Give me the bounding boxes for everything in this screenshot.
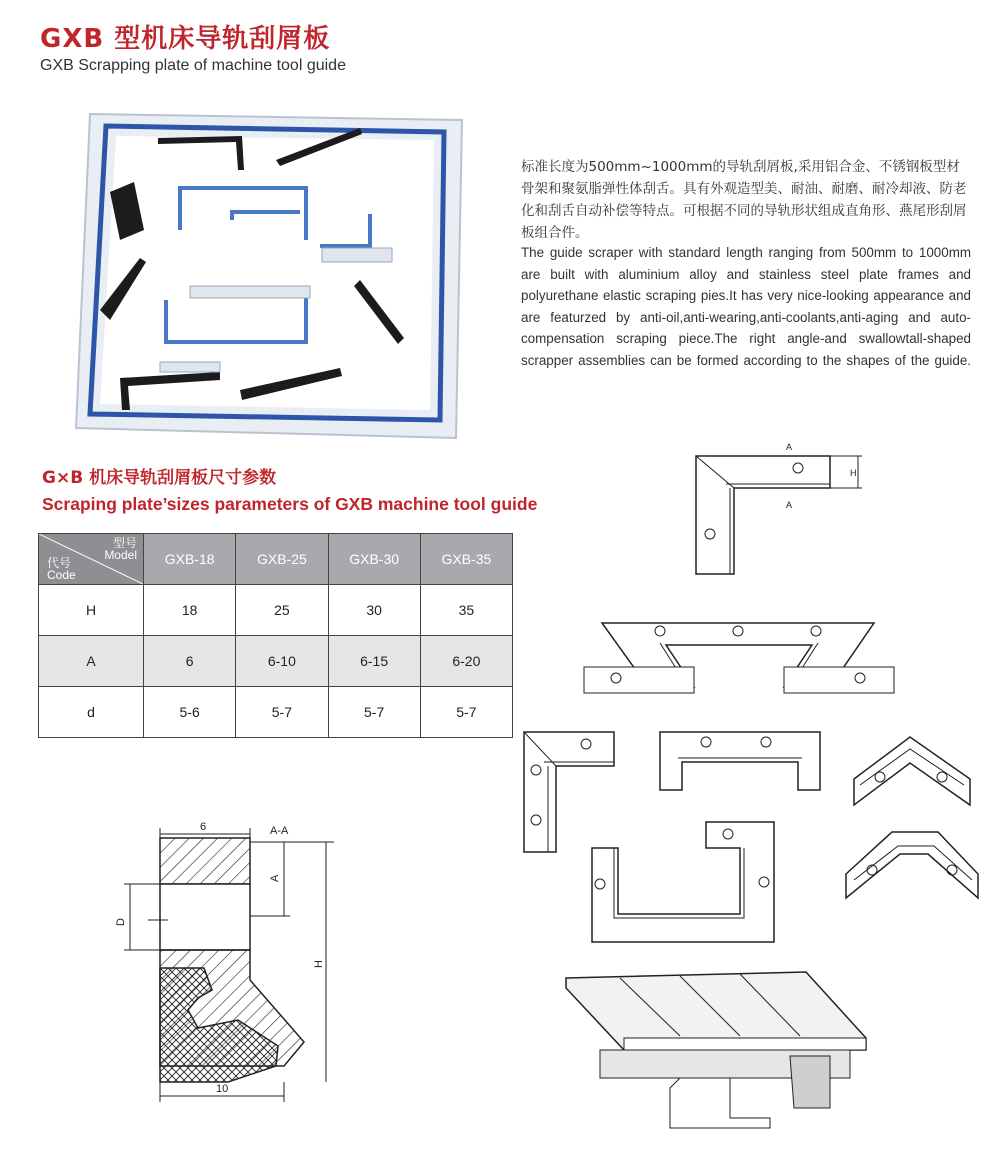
table-cell: 6-15 [328, 636, 420, 687]
v-corner-drawing-2 [842, 828, 982, 900]
table-cell: 5-7 [328, 687, 420, 738]
cross-section-drawing [108, 820, 348, 1110]
parameters-table [38, 533, 513, 738]
corner-detail-drawing [690, 440, 870, 580]
product-photo [70, 110, 470, 440]
dovetail-assembly-drawing [580, 615, 900, 700]
table-row [39, 636, 513, 687]
page-title-cn: GXB 型机床导轨刮屑板 [40, 24, 331, 54]
table-cell: 6 [144, 636, 236, 687]
corner-model-label [104, 537, 137, 561]
j-channel-drawing [588, 818, 778, 946]
dim-a-label: A [269, 874, 281, 882]
column-header: GXB-25 [236, 534, 328, 585]
dim-h-label: H [313, 960, 325, 968]
column-header: GXB-18 [144, 534, 236, 585]
row-code: H [39, 585, 144, 636]
row-code: d [39, 687, 144, 738]
corner-code-text: 代号 Code [47, 556, 76, 582]
detail-label-a-top: A [786, 442, 793, 452]
column-header: GXB-30 [328, 534, 420, 585]
description-en: The guide scraper with standard length ranging from 500mm to 1000mm are built with aluminium alloy and stainless steel plate frames and polyurethane elastic scraping pies.It has very nice-looking appearance and are featurzed by anti-oil,anti-wearing,anti-coolants,anti-aging and auto-compensation scraping piece.The right angle-and swallowtall-shaped scrapper assemblies can be formed according to the shapes of the guide. [521, 245, 971, 368]
table-row [39, 585, 513, 636]
table-cell: 6-10 [236, 636, 328, 687]
dim-top-label: 6 [200, 821, 207, 833]
table-corner-cell [39, 534, 144, 585]
table-cell: 6-20 [420, 636, 512, 687]
column-header: GXB-35 [420, 534, 512, 585]
table-cell: 30 [328, 585, 420, 636]
detail-label-a-bottom: A [786, 500, 793, 510]
corner-code-label [47, 557, 76, 581]
detail-label-h: H [850, 468, 857, 478]
table-cell: 35 [420, 585, 512, 636]
table-cell: 5-7 [236, 687, 328, 738]
section-title-en: Scraping plate’sizes parameters of GXB machine tool guide [42, 494, 538, 514]
section-title-cn: G×B 机床导轨刮屑板尺寸参数 [42, 468, 277, 488]
table-cell: 5-6 [144, 687, 236, 738]
dim-bottom-label: 10 [216, 1083, 229, 1095]
table-header-row [39, 534, 513, 585]
row-code: A [39, 636, 144, 687]
dim-d-label: D [115, 918, 127, 926]
table-row [39, 687, 513, 738]
corner-model-text: 型号 Model [104, 536, 137, 562]
page-title-en: GXB Scrapping plate of machine tool guide [40, 57, 346, 74]
machine-table-drawing [560, 968, 870, 1133]
table-cell: 18 [144, 585, 236, 636]
table-cell: 5-7 [420, 687, 512, 738]
section-label: A-A [270, 825, 289, 837]
description-cn: 标准长度为500mm~1000mm的导轨刮屑板,采用铝合金、不锈钢板型材骨架和聚氨脂弹性体刮舌。具有外观造型美、耐油、耐磨、耐冷却液、防老化和刮舌自动补偿等特点。可根据不同的导轨形状组成直角形、燕尾形刮屑板组合件。 [521, 159, 967, 241]
table-cell: 25 [236, 585, 328, 636]
v-corner-drawing-1 [850, 733, 975, 808]
u-channel-drawing [656, 728, 826, 794]
